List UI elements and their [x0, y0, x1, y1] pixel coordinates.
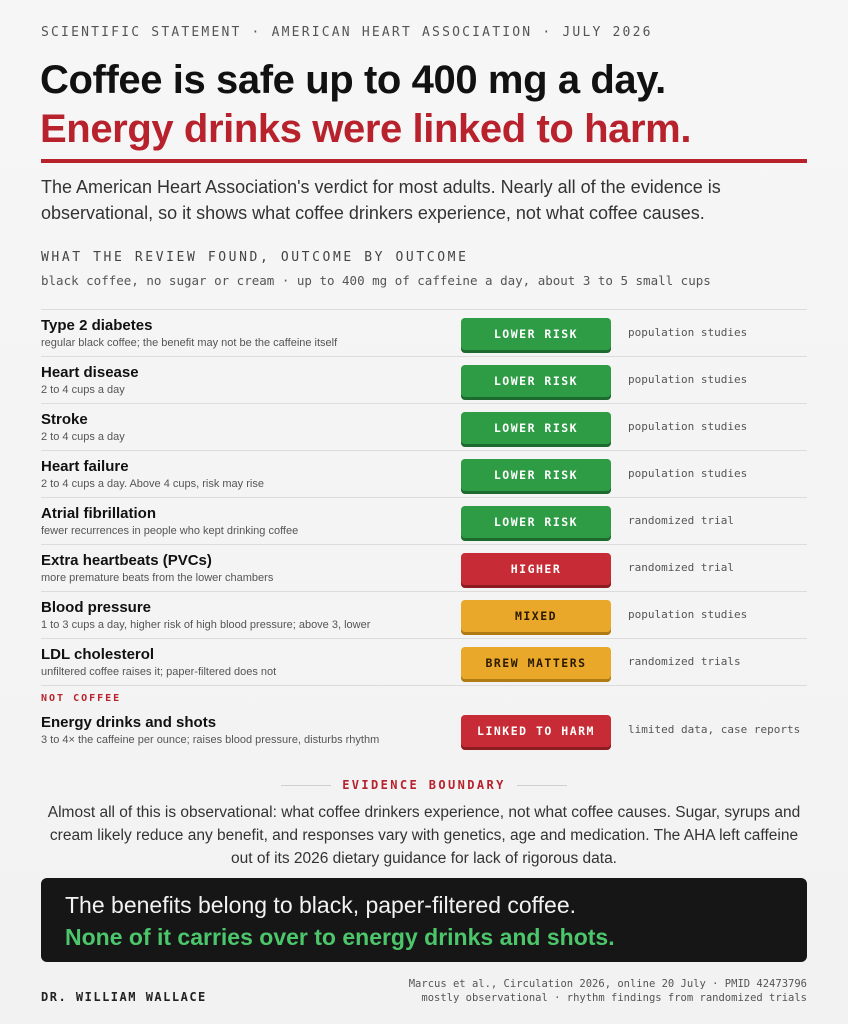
not-coffee-label: NOT COFFEE: [41, 693, 122, 704]
headline-line2: Energy drinks were linked to harm.: [40, 107, 692, 151]
outcome-table: [41, 309, 807, 753]
verdict-badge: HIGHER: [461, 553, 611, 585]
takeaway-callout: [41, 878, 807, 962]
citation-line: Marcus et al., Circulation 2026, online 20 July · PMID 42473796: [408, 978, 807, 990]
not-coffee-divider: [41, 685, 807, 703]
evidence-source: population studies: [628, 420, 748, 433]
outcome-row: [41, 403, 807, 450]
headline-rule: [41, 159, 807, 163]
callout-line1: The benefits belong to black, paper-filtered coffee.: [65, 892, 577, 918]
outcome-note: more premature beats from the lower chambers: [41, 572, 274, 584]
evidence-source: population studies: [628, 373, 748, 386]
outcome-note: 2 to 4 cups a day: [41, 431, 125, 443]
outcome-row: [41, 591, 807, 638]
evidence-source: population studies: [628, 608, 748, 621]
verdict-badge: LINKED TO HARM: [461, 715, 611, 747]
divider: [517, 785, 567, 786]
evidence-source: randomized trial: [628, 561, 734, 574]
kicker: SCIENTIFIC STATEMENT · AMERICAN HEART ASSOCIATION · JULY 2026: [41, 25, 653, 40]
outcome-note: 1 to 3 cups a day, higher risk of high blood pressure; above 3, lower: [41, 619, 371, 631]
evidence-source: population studies: [628, 326, 748, 339]
citation: [409, 977, 807, 1005]
callout-line2: None of it carries over to energy drinks and shots.: [65, 924, 615, 950]
evidence-source: population studies: [628, 467, 748, 480]
outcome-note: 2 to 4 cups a day: [41, 384, 125, 396]
author-name: DR. WILLIAM WALLACE: [41, 990, 207, 1004]
outcome-row: [41, 356, 807, 403]
outcome-row: [41, 450, 807, 497]
outcome-row: [41, 497, 807, 544]
outcome-name: Extra heartbeats (PVCs): [41, 552, 212, 569]
outcome-name: LDL cholesterol: [41, 646, 155, 663]
outcome-name: Type 2 diabetes: [41, 317, 153, 334]
outcome-note: fewer recurrences in people who kept drinking coffee: [41, 525, 299, 537]
evidence-source: randomized trial: [628, 514, 734, 527]
outcome-name: Heart disease: [41, 364, 139, 381]
evidence-boundary-label: EVIDENCE BOUNDARY: [342, 778, 506, 792]
outcome-note: unfiltered coffee raises it; paper-filtered does not: [41, 666, 277, 678]
outcome-name: Atrial fibrillation: [41, 505, 157, 522]
verdict-badge: LOWER RISK: [461, 318, 611, 350]
verdict-badge: LOWER RISK: [461, 365, 611, 397]
section-subtitle: black coffee, no sugar or cream · up to 400 mg of caffeine a day, about 3 to 5 small cups: [41, 273, 711, 288]
verdict-badge: LOWER RISK: [461, 412, 611, 444]
evidence-source: randomized trials: [628, 655, 741, 668]
evidence-source: limited data, case reports: [628, 723, 801, 736]
outcome-name: Blood pressure: [41, 599, 152, 616]
headline-line1: Coffee is safe up to 400 mg a day.: [40, 58, 666, 102]
outcome-name: Heart failure: [41, 458, 129, 475]
verdict-badge: MIXED: [461, 600, 611, 632]
outcome-row: [41, 638, 807, 685]
evidence-boundary-header: [41, 776, 807, 796]
outcome-note: regular black coffee; the benefit may not be the caffeine itself: [41, 337, 338, 349]
outcome-row: [41, 309, 807, 356]
evidence-boundary-text: Almost all of this is observational: what coffee drinkers experience, not what coffee causes. Sugar, syrups and cream likely reduce any benefit, and responses vary with genetics, age and medication. The AHA left caffeine out of its 2026 dietary guidance for lack of rigorous data.: [47, 804, 801, 867]
lede-paragraph: The American Heart Association's verdict for most adults. Nearly all of the evidence is observational, so it shows what coffee drinkers experience, not what coffee causes.: [41, 177, 721, 223]
citation-line: mostly observational · rhythm findings from randomized trials: [421, 992, 807, 1004]
verdict-badge: LOWER RISK: [461, 506, 611, 538]
section-label: WHAT THE REVIEW FOUND, OUTCOME BY OUTCOME: [41, 250, 469, 265]
outcome-note: 3 to 4× the caffeine per ounce; raises blood pressure, disturbs rhythm: [41, 734, 380, 746]
energy-drinks-row: [41, 703, 807, 753]
outcome-note: 2 to 4 cups a day. Above 4 cups, risk may rise: [41, 478, 264, 490]
verdict-badge: LOWER RISK: [461, 459, 611, 491]
outcome-name: Energy drinks and shots: [41, 714, 217, 731]
verdict-badge: BREW MATTERS: [461, 647, 611, 679]
outcome-row: [41, 544, 807, 591]
outcome-name: Stroke: [41, 411, 88, 428]
